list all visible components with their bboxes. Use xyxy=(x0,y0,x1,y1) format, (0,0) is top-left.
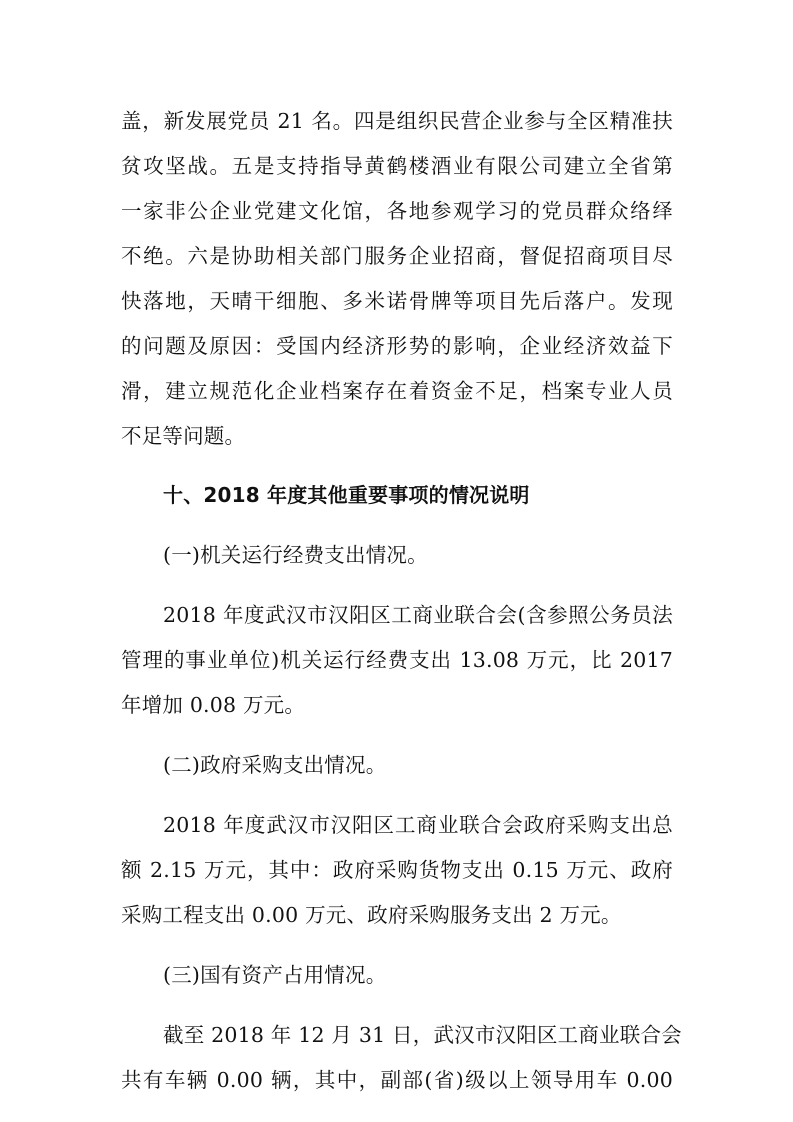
section-heading: 十、2018 年度其他重要事项的情况说明 xyxy=(163,483,530,507)
paragraph-line: 额 2.15 万元，其中：政府采购货物支出 0.15 万元、政府 xyxy=(121,858,673,882)
paragraph-line: 截至 2018 年 12 月 31 日，武汉市汉阳区工商业联合会 xyxy=(163,1023,682,1047)
paragraph-line: 年增加 0.08 万元。 xyxy=(121,693,306,717)
paragraph-line: 滑，建立规范化企业档案存在着资金不足，档案专业人员 xyxy=(121,379,673,403)
subsection-title: (二)政府采购支出情况。 xyxy=(163,753,387,777)
paragraph-line: 快落地，天晴干细胞、多米诺骨牌等项目先后落户。发现 xyxy=(121,289,673,313)
paragraph-line: 采购工程支出 0.00 万元、政府采购服务支出 2 万元。 xyxy=(121,903,622,927)
subsection-title: (一)机关运行经费支出情况。 xyxy=(163,543,428,567)
paragraph-line: 共有车辆 0.00 辆，其中，副部(省)级以上领导用车 0.00 xyxy=(121,1068,673,1092)
subsection-title: (三)国有资产占用情况。 xyxy=(163,963,387,987)
paragraph-line: 的问题及原因：受国内经济形势的影响，企业经济效益下 xyxy=(121,334,673,358)
paragraph-line: 贫攻坚战。五是支持指导黄鹤楼酒业有限公司建立全省第 xyxy=(121,154,673,178)
paragraph-line: 2018 年度武汉市汉阳区工商业联合会政府采购支出总 xyxy=(163,813,673,837)
paragraph-line: 一家非公企业党建文化馆，各地参观学习的党员群众络绎 xyxy=(121,199,673,223)
paragraph-line: 不绝。六是协助相关部门服务企业招商，督促招商项目尽 xyxy=(121,244,673,268)
paragraph-line: 2018 年度武汉市汉阳区工商业联合会(含参照公务员法 xyxy=(163,603,673,627)
paragraph-line: 管理的事业单位)机关运行经费支出 13.08 万元，比 2017 xyxy=(121,648,673,672)
paragraph-line: 不足等问题。 xyxy=(121,424,246,448)
paragraph-line: 盖，新发展党员 21 名。四是组织民营企业参与全区精准扶 xyxy=(121,109,673,133)
